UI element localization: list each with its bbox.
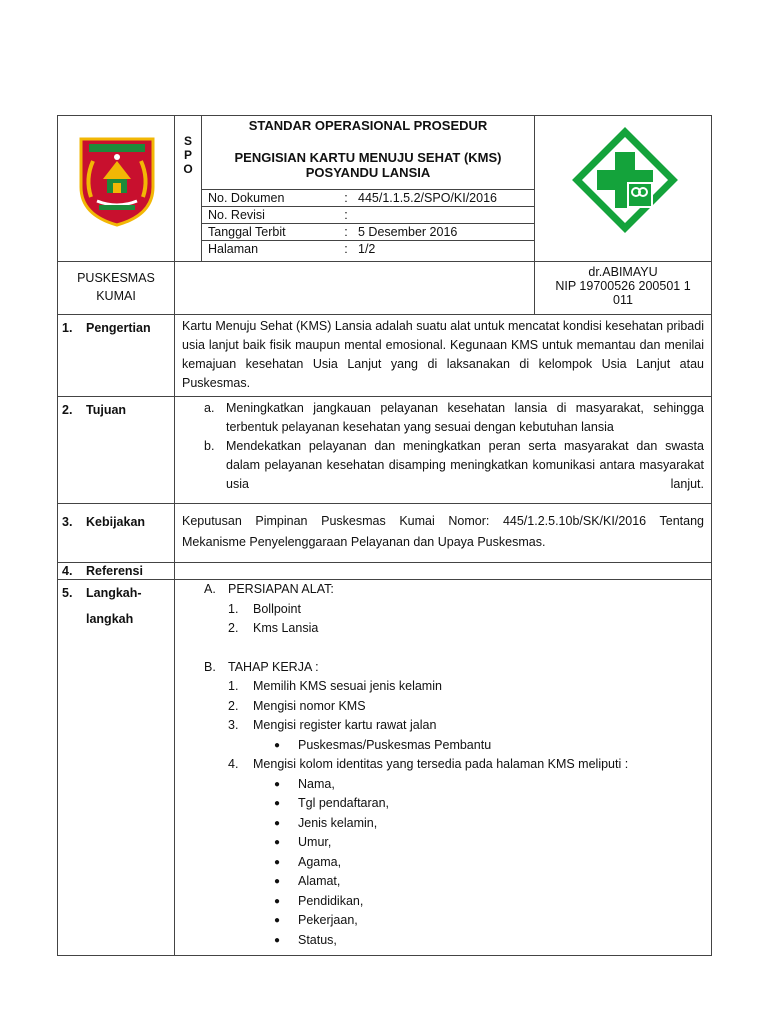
bullet-item (182, 931, 704, 951)
list-marker: 2. (228, 621, 239, 635)
section-body-kebijakan (175, 504, 712, 563)
section-number: 5. (62, 586, 73, 600)
meta-separator: : (340, 207, 352, 224)
document-meta-table (202, 189, 534, 257)
step-group-a (182, 580, 704, 600)
section-label-tujuan (58, 397, 175, 504)
bullet-text: Alamat, (298, 874, 341, 888)
spo-letter: S (183, 134, 192, 148)
list-item (182, 600, 704, 620)
meta-value: 1/2 (352, 241, 534, 258)
group-marker: B. (204, 659, 216, 674)
list-marker: 3. (228, 718, 239, 732)
signatory-name: dr.ABIMAYU (588, 265, 658, 279)
puskesmas-name-cell (58, 262, 175, 315)
spo-cell (175, 116, 202, 262)
bullet-text: Jenis kelamin, (298, 815, 378, 830)
bullet-item (182, 872, 704, 892)
meta-row (202, 190, 534, 207)
section-number: 1. (62, 321, 73, 335)
bullet-text: Pekerjaan, (298, 913, 358, 927)
bullet-icon: ● (274, 798, 281, 809)
meta-row (202, 241, 534, 258)
section-title: Pengertian (86, 321, 151, 335)
section-title: Tujuan (86, 403, 127, 417)
section-title-cont: langkah (86, 612, 134, 626)
bullet-text: Tgl pendaftaran, (298, 796, 390, 810)
section-title: Kebijakan (86, 515, 146, 529)
puskesmas-cross-emblem-icon (571, 126, 679, 234)
sop-table (57, 115, 712, 956)
spo-letter: P (183, 148, 192, 162)
bullet-icon: ● (274, 895, 281, 907)
kebijakan-text: Keputusan Pimpinan Puskesmas Kumai Nomor: 445/1.2.5.10b/SK/KI/2016 Tentang (182, 514, 704, 528)
bullet-icon: ● (274, 876, 281, 887)
bullet-item (182, 814, 704, 834)
section-label-langkah (58, 580, 175, 956)
meta-label: Tanggal Terbit (202, 224, 340, 241)
section-body-referensi (175, 563, 712, 580)
list-text: Kms Lansia (253, 621, 319, 635)
regency-logo-cell (58, 116, 175, 262)
list-marker: 2. (228, 698, 239, 713)
signatory-cell (535, 262, 712, 315)
list-marker: b. (204, 439, 215, 453)
bullet-icon: ● (274, 739, 281, 751)
list-marker: 1. (228, 601, 239, 616)
section-number: 4. (62, 564, 73, 578)
bullet-text: Puskesmas/Puskesmas Pembantu (298, 737, 492, 752)
bullet-icon: ● (274, 856, 281, 868)
list-item (182, 399, 704, 437)
meta-label: No. Revisi (202, 207, 340, 224)
meta-value: 445/1.1.5.2/SPO/KI/2016 (352, 190, 534, 207)
bullet-icon: ● (274, 778, 281, 790)
signatory-nip: NIP 19700526 200501 1 (555, 279, 691, 293)
bullet-icon: ● (274, 934, 281, 946)
bullet-text: Pendidikan, (298, 893, 364, 908)
group-title: PERSIAPAN ALAT: (228, 582, 334, 596)
section-body-langkah (175, 580, 712, 956)
pengertian-text: Kartu Menuju Sehat (KMS) Lansia adalah suatu alat untuk mencatat kondisi kesehatan pribadi usia lanjut baik fisik maupun mental emosional. Kegunaan KMS untuk memantau dan menilai kemajuan kesehatan Usia Lanjut yang di laksanakan di kelompok Usia Lanjut atau Puskesmas. (182, 319, 704, 390)
signatory-nip-cont: 011 (613, 293, 633, 307)
bullet-item (182, 775, 704, 795)
kotawaringin-barat-emblem-icon (77, 135, 157, 227)
document-title: STANDAR OPERASIONAL PROSEDUR (248, 118, 488, 133)
list-item (182, 677, 704, 697)
group-marker: A. (204, 582, 216, 596)
list-text: Bollpoint (253, 601, 301, 616)
bullet-item (182, 853, 704, 873)
bullet-item (182, 911, 704, 931)
bullet-item (182, 794, 704, 814)
puskesmas-location: KUMAI (96, 289, 136, 303)
list-item (182, 716, 704, 736)
section-number: 3. (62, 515, 73, 529)
bullet-text: Nama, (298, 776, 335, 791)
meta-separator: : (340, 241, 352, 258)
bullet-text: Agama, (298, 854, 342, 869)
meta-value (352, 207, 534, 224)
list-text: Meningkatkan jangkauan pelayanan kesehatan lansia di masyarakat, sehingga terbentuk pelayanan kesehatan yang sesuai dengan kebutuhan lansia (226, 401, 704, 434)
step-group-b (182, 658, 704, 678)
kebijakan-text-cont: Mekanisme Penyelenggaraan Pelayanan dan Upaya Puskesmas. (182, 535, 546, 549)
spo-letter: O (183, 162, 193, 176)
list-text: Mengisi register kartu rawat jalan (253, 718, 437, 732)
group-title: TAHAP KERJA : (228, 659, 319, 674)
empty-cell (175, 262, 535, 315)
bullet-icon: ● (274, 837, 281, 848)
bullet-item (182, 833, 704, 853)
bullet-text: Umur, (298, 835, 332, 849)
meta-separator: : (340, 190, 352, 207)
list-marker: a. (204, 401, 215, 415)
puskesmas-logo-cell (535, 116, 712, 262)
puskesmas-name: PUSKESMAS (77, 271, 155, 285)
meta-label: Halaman (202, 241, 340, 258)
meta-label: No. Dokumen (202, 190, 340, 207)
meta-row (202, 207, 534, 224)
list-marker: 1. (228, 679, 239, 693)
bullet-item (182, 736, 704, 756)
meta-separator: : (340, 224, 352, 241)
meta-row (202, 224, 534, 241)
tujuan-list (182, 399, 704, 494)
document-subtitle: PENGISIAN KARTU MENUJU SEHAT (KMS) (234, 150, 502, 165)
list-marker: 4. (228, 757, 239, 771)
list-item (182, 619, 704, 639)
bullet-icon: ● (274, 915, 281, 926)
section-label-referensi (58, 563, 175, 580)
document-subtitle: POSYANDU LANSIA (305, 165, 431, 180)
list-item (182, 697, 704, 717)
section-body-tujuan (175, 397, 712, 504)
list-item (182, 755, 704, 775)
list-text: Mengisi nomor KMS (253, 698, 366, 713)
sop-document (57, 115, 711, 956)
document-title-cell (202, 116, 535, 262)
section-label-kebijakan (58, 504, 175, 563)
meta-value: 5 Desember 2016 (352, 224, 534, 241)
section-body-pengertian (175, 315, 712, 397)
section-label-pengertian (58, 315, 175, 397)
list-text: Memilih KMS sesuai jenis kelamin (253, 679, 442, 693)
section-title: Langkah- (86, 586, 142, 600)
list-item (182, 437, 704, 494)
bullet-item (182, 892, 704, 912)
bullet-icon: ● (274, 817, 281, 829)
section-number: 2. (62, 403, 73, 417)
bullet-text: Status, (298, 932, 337, 947)
list-text: Mengisi kolom identitas yang tersedia pada halaman KMS meliputi : (253, 757, 629, 771)
section-title: Referensi (86, 564, 143, 578)
list-text: Mendekatkan pelayanan dan meningkatkan peran serta masyarakat dan swasta dalam pelayanan kesehatan disamping meningkatkan komunikasi antara masyarakat usia lanjut. (226, 439, 704, 491)
